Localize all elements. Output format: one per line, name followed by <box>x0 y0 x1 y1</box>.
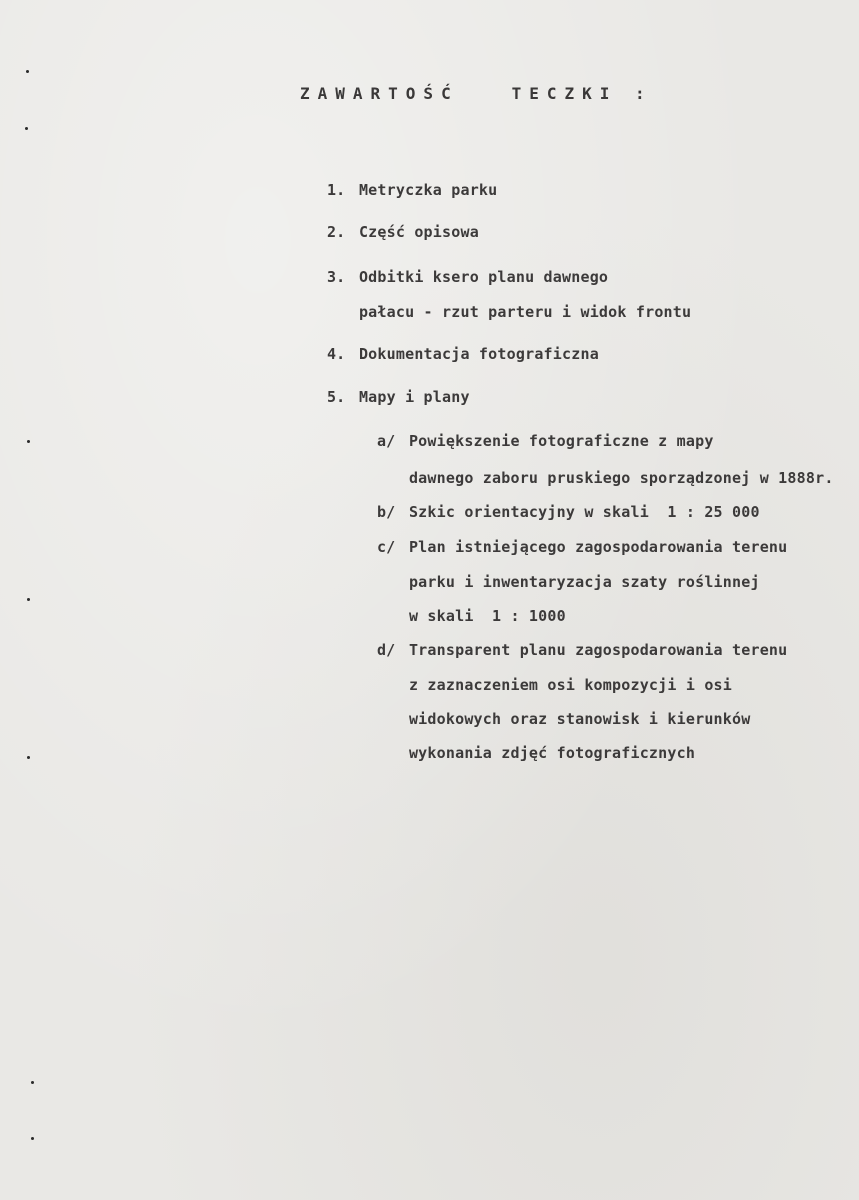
sub-item-text: parku i inwentaryzacja szaty roślinnej <box>408 573 760 591</box>
item-text: pałacu - rzut parteru i widok frontu <box>358 303 692 321</box>
sub-item-letter: c/ <box>376 538 396 556</box>
sub-item-d-continuation-3 <box>372 726 695 780</box>
sub-item-letter: b/ <box>376 503 396 521</box>
sub-item-letter: a/ <box>376 432 396 450</box>
sub-item-text: Szkic orientacyjny w skali 1 : 25 000 <box>408 503 760 521</box>
item-text: Mapy i plany <box>358 388 470 406</box>
margin-mark <box>31 1137 34 1140</box>
sub-item-text: Powiększenie fotograficzne z mapy <box>408 432 714 450</box>
margin-mark <box>25 127 28 130</box>
item-number: 3. <box>326 268 346 286</box>
margin-mark <box>27 440 30 443</box>
sub-item-letter: d/ <box>376 641 396 659</box>
item-text: Dokumentacja fotograficzna <box>358 345 599 363</box>
sub-item-text: widokowych oraz stanowisk i kierunków <box>408 710 751 728</box>
item-text: Metryczka parku <box>358 181 498 199</box>
sub-item-text: dawnego zaboru pruskiego sporządzonej w 1888r. <box>408 469 834 487</box>
item-number: 5. <box>326 388 346 406</box>
margin-mark <box>27 756 30 759</box>
item-text: Odbitki ksero planu dawnego <box>358 268 609 286</box>
sub-item-text: wykonania zdjęć fotograficznych <box>408 744 696 762</box>
item-number: 4. <box>326 345 346 363</box>
sub-item-text: Plan istniejącego zagospodarowania terenu <box>408 538 788 556</box>
page-title: ZAWARTOŚĆ TECZKI : <box>300 84 653 103</box>
margin-mark <box>27 598 30 601</box>
sub-item-text: Transparent planu zagospodarowania terenu <box>408 641 788 659</box>
item-number: 2. <box>326 223 346 241</box>
margin-mark <box>26 70 29 73</box>
sub-item-text: w skali 1 : 1000 <box>408 607 566 625</box>
margin-mark <box>31 1081 34 1084</box>
item-number: 1. <box>326 181 346 199</box>
sub-item-text: z zaznaczeniem osi kompozycji i osi <box>408 676 733 694</box>
item-text: Część opisowa <box>358 223 479 241</box>
